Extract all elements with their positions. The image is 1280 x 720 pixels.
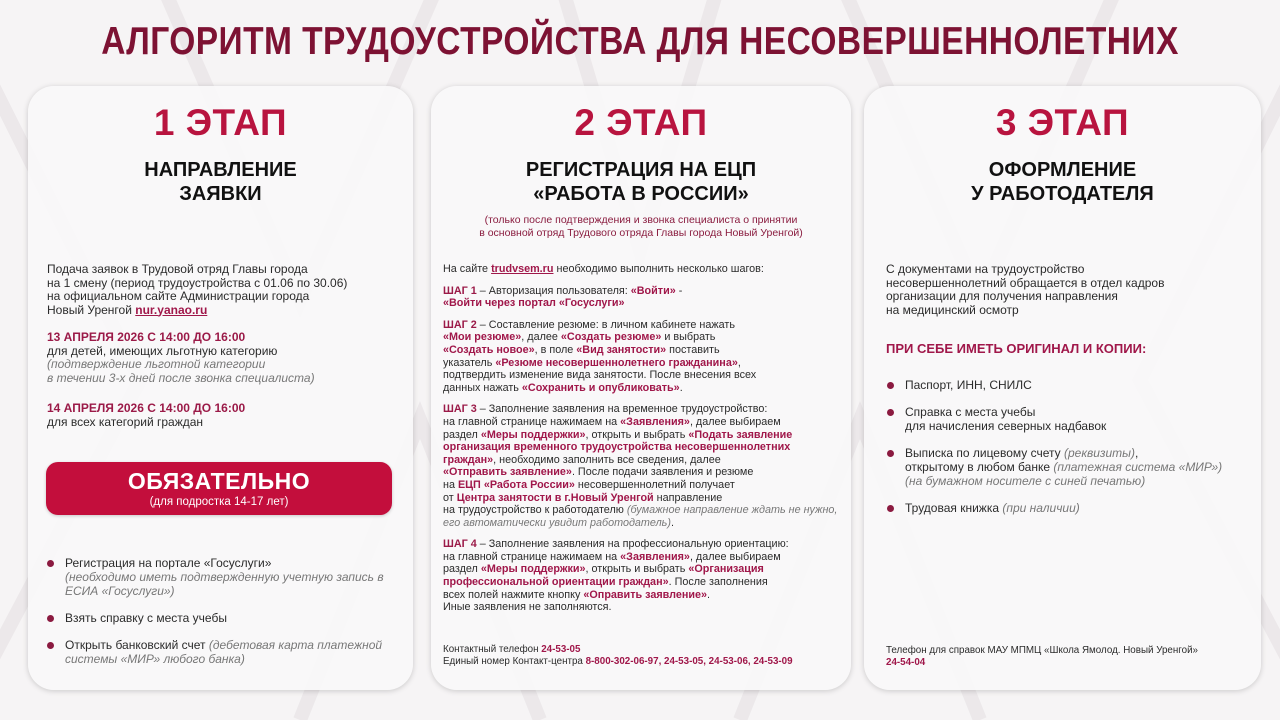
text: указатель <box>443 356 496 369</box>
text: , в поле <box>534 343 577 356</box>
stage-1-card <box>28 86 413 690</box>
list-item <box>46 556 396 598</box>
stage-3-title: 3 ЭТАП <box>995 102 1130 143</box>
text: Иные заявления не заполняются. <box>443 601 612 614</box>
item-text: Регистрация на портале «Госуслуги» <box>65 556 272 570</box>
text: подтвердить изменение вида занятости. После внесения всех <box>443 369 757 382</box>
text: – Авторизация пользователя: <box>476 284 631 297</box>
stage-3-intro <box>886 263 1246 317</box>
step-2 <box>443 319 843 395</box>
stage-2-title: 2 ЭТАП <box>574 102 708 143</box>
text: – Заполнение заявления на профессиональную ориентацию: <box>476 538 789 551</box>
center-phones[interactable]: 8-800-302-06-97, 24-53-05, 24-53-06, 24-53-09 <box>585 656 793 667</box>
highlight: «Вид занятости» <box>576 343 667 356</box>
site-link[interactable]: nur.yanao.ru <box>135 302 208 317</box>
text: данных нажать <box>443 381 522 394</box>
highlight: «Отправить заявление» <box>443 466 572 479</box>
date-1-text: для детей, имеющих льготную категорию <box>47 343 278 358</box>
trudvsem-link[interactable]: trudvsem.ru <box>491 263 554 275</box>
list-item <box>886 501 1246 515</box>
highlight: «Мои резюме» <box>443 331 522 344</box>
text: На сайте <box>443 263 492 275</box>
stage-2-card <box>431 86 851 690</box>
item-text: открытому в любом банке <box>905 460 1054 474</box>
highlight: «Заявления» <box>620 550 690 563</box>
step-label: ШАГ 2 <box>443 318 477 331</box>
intro-line: Новый Уренгой <box>47 302 136 317</box>
item-note: (необходимо иметь подтвержденную учетную запись в ЕСИА «Госуслуги») <box>65 570 384 598</box>
text: , открыть и выбрать <box>585 563 689 576</box>
item-note: (платежная система «МИР») <box>1053 460 1223 474</box>
phone-number[interactable]: 24-54-04 <box>886 657 926 668</box>
subtitle-line: ОФОРМЛЕНИЕ <box>988 159 1137 181</box>
text: , <box>737 356 741 369</box>
mandatory-banner <box>46 462 392 515</box>
date-1-note: (подтверждение льготной категории <box>47 357 266 371</box>
page-title: АЛГОРИТМ ТРУДОУСТРОЙСТВА ДЛЯ НЕСОВЕРШЕННОЛЕТНИХ <box>101 20 1179 63</box>
stage-1-title: 1 ЭТАП <box>153 102 288 143</box>
note-line: (только после подтверждения и звонка специалиста о принятии <box>484 214 798 226</box>
text: на главной странице нажимаем на <box>443 550 621 563</box>
stage-2-intro <box>443 263 843 276</box>
intro-line: организации для получения направления <box>886 289 1118 303</box>
intro-line: на 1 смену (период трудоустройства с 01.06 по 30.06) <box>47 275 348 290</box>
mandatory-note: (для подростка 14-17 лет) <box>149 496 289 508</box>
item-text: Взять справку с места учебы <box>65 611 227 625</box>
text: – Составление резюме: в личном кабинете нажать <box>476 318 735 331</box>
item-text: для начисления северных надбавок <box>905 419 1107 433</box>
stage-2-steps <box>443 263 843 623</box>
highlight: «Меры поддержки» <box>480 563 586 576</box>
item-note: (дебетовая карта платежной системы «МИР» любого банка) <box>65 638 383 666</box>
highlight: ЕЦП «Работа России» <box>457 478 575 491</box>
highlight: «Организация профессиональной ориентации граждан» <box>443 563 764 589</box>
text: направление <box>653 491 723 504</box>
stage-3-contacts <box>886 645 1256 669</box>
note-line: в основной отряд Трудового отряда Главы города Новый Уренгой) <box>479 227 803 239</box>
text: от <box>443 491 457 504</box>
text: несовершеннолетний получает <box>574 478 735 491</box>
highlight: «Подать заявление организация временного трудоустройства несовершеннолетних граждан» <box>443 428 793 466</box>
text: на главной странице нажимаем на <box>443 415 621 428</box>
highlight: «Сохранить и опубликовать» <box>521 381 680 394</box>
subtitle-line: НАПРАВЛЕНИЕ <box>144 159 297 181</box>
list-item: Выписка по лицевому счету (реквизиты), открытому в любом банке (платежная система «МИР») (на бумажном носителе с синей печатью) <box>886 446 1246 488</box>
stage-2-subtitle <box>431 158 851 206</box>
step-label: ШАГ 3 <box>443 403 477 416</box>
list-item <box>886 405 1246 433</box>
text: . <box>679 381 683 394</box>
intro-line: на официальном сайте Администрации города <box>47 289 310 303</box>
bring-heading: ПРИ СЕБЕ ИМЕТЬ ОРИГИНАЛ И КОПИИ: <box>886 341 1147 356</box>
item-text: Справка с места учебы <box>905 405 1036 419</box>
item-note: (при наличии) <box>1002 501 1080 515</box>
intro-line: С документами на трудоустройство <box>886 262 1085 276</box>
stage-2-contacts <box>443 644 853 668</box>
highlight: «Войти» <box>630 284 676 297</box>
step-3 <box>443 403 843 529</box>
text: , необходимо заполнить все сведения, далее <box>493 453 721 466</box>
text: , далее выбираем <box>689 550 781 563</box>
text: на <box>443 478 458 491</box>
item-text: Открыть банковский счет <box>65 638 209 652</box>
intro-line: несовершеннолетний обращается в отдел кадров <box>886 275 1165 290</box>
text: необходимо выполнить несколько шагов: <box>553 263 764 275</box>
text: и выбрать <box>661 331 716 344</box>
date-1-note: в течении 3-х дней после звонка специалиста) <box>47 370 315 385</box>
intro-line: на медицинский осмотр <box>886 302 1019 317</box>
highlight: «Заявления» <box>620 415 690 428</box>
text: – Заполнение заявления на временное трудоустройство: <box>476 403 768 416</box>
contact-phone[interactable]: 24-53-05 <box>541 644 581 655</box>
text: , далее <box>521 331 561 344</box>
text: . После заполнения <box>668 576 768 589</box>
item-text: Выписка по лицевому счету <box>905 446 1064 460</box>
highlight: Центра занятости в г.Новый Уренгой <box>456 491 654 504</box>
stage-1-date-1-block <box>47 331 397 385</box>
highlight: «Меры поддержки» <box>480 428 586 441</box>
highlight: «Создать новое» <box>443 343 535 356</box>
list-item <box>886 378 1246 392</box>
highlight: «Создать резюме» <box>560 331 662 344</box>
step-1 <box>443 285 843 310</box>
item-text: Трудовая книжка <box>905 501 1003 515</box>
stage-3-documents <box>886 378 1246 528</box>
date-2: 14 АПРЕЛЯ 2026 С 14:00 ДО 16:00 <box>47 401 246 415</box>
text: всех полей нажмите кнопку <box>443 588 584 601</box>
stage-1-date-2-block <box>47 402 397 429</box>
subtitle-line: ЗАЯВКИ <box>179 183 262 205</box>
mandatory-label: ОБЯЗАТЕЛЬНО <box>127 468 311 494</box>
stage-1-intro <box>47 263 397 317</box>
item-text: Паспорт, ИНН, СНИЛС <box>905 378 1032 392</box>
list-item <box>46 611 396 625</box>
step-label: ШАГ 1 <box>443 284 477 297</box>
text: , далее выбираем <box>689 415 781 428</box>
step-4 <box>443 538 843 614</box>
stage-1-requirements <box>46 556 396 679</box>
item-note: (на бумажном носителе с синей печатью) <box>905 474 1146 488</box>
text: . После подачи заявления и резюме <box>571 466 754 479</box>
text: поставить <box>666 343 720 356</box>
intro-line: Подача заявок в Трудовой отряд Главы города <box>47 262 308 276</box>
text: на трудоустройство к работодателю <box>443 504 627 517</box>
stage-3-card <box>864 86 1261 690</box>
text: раздел <box>443 428 481 441</box>
date-2-text: для всех категорий граждан <box>47 414 204 429</box>
item-note: (реквизиты) <box>1063 446 1135 460</box>
stage-2-note <box>431 214 851 240</box>
text: раздел <box>443 563 481 576</box>
center-label: Единый номер Контакт-центра <box>443 656 586 667</box>
text: . <box>707 588 711 601</box>
highlight: «Резюме несовершеннолетнего гражданина» <box>495 356 738 369</box>
text: - <box>675 284 683 297</box>
step-label: ШАГ 4 <box>443 538 477 551</box>
text: , открыть и выбрать <box>585 428 689 441</box>
date-1: 13 АПРЕЛЯ 2026 С 14:00 ДО 16:00 <box>47 330 246 344</box>
italic-note: (бумажное направление ждать не нужно, его автоматически увидит работодатель) <box>443 504 838 529</box>
subtitle-line: РЕГИСТРАЦИЯ НА ЕЦП <box>525 159 757 181</box>
text: . <box>670 516 674 529</box>
subtitle-line: «РАБОТА В РОССИИ» <box>533 183 749 205</box>
stage-3-subtitle <box>864 158 1261 206</box>
subtitle-line: У РАБОТОДАТЕЛЯ <box>971 183 1154 205</box>
list-item <box>46 638 396 666</box>
stage-1-subtitle <box>28 158 413 206</box>
highlight: «Войти через портал «Госуслуги» <box>443 297 625 310</box>
contact-label: Контактный телефон <box>443 644 542 655</box>
phone-label: Телефон для справок МАУ МПМЦ «Школа Ямолод. Новый Уренгой» <box>886 645 1199 656</box>
highlight: «Оправить заявление» <box>583 588 708 601</box>
